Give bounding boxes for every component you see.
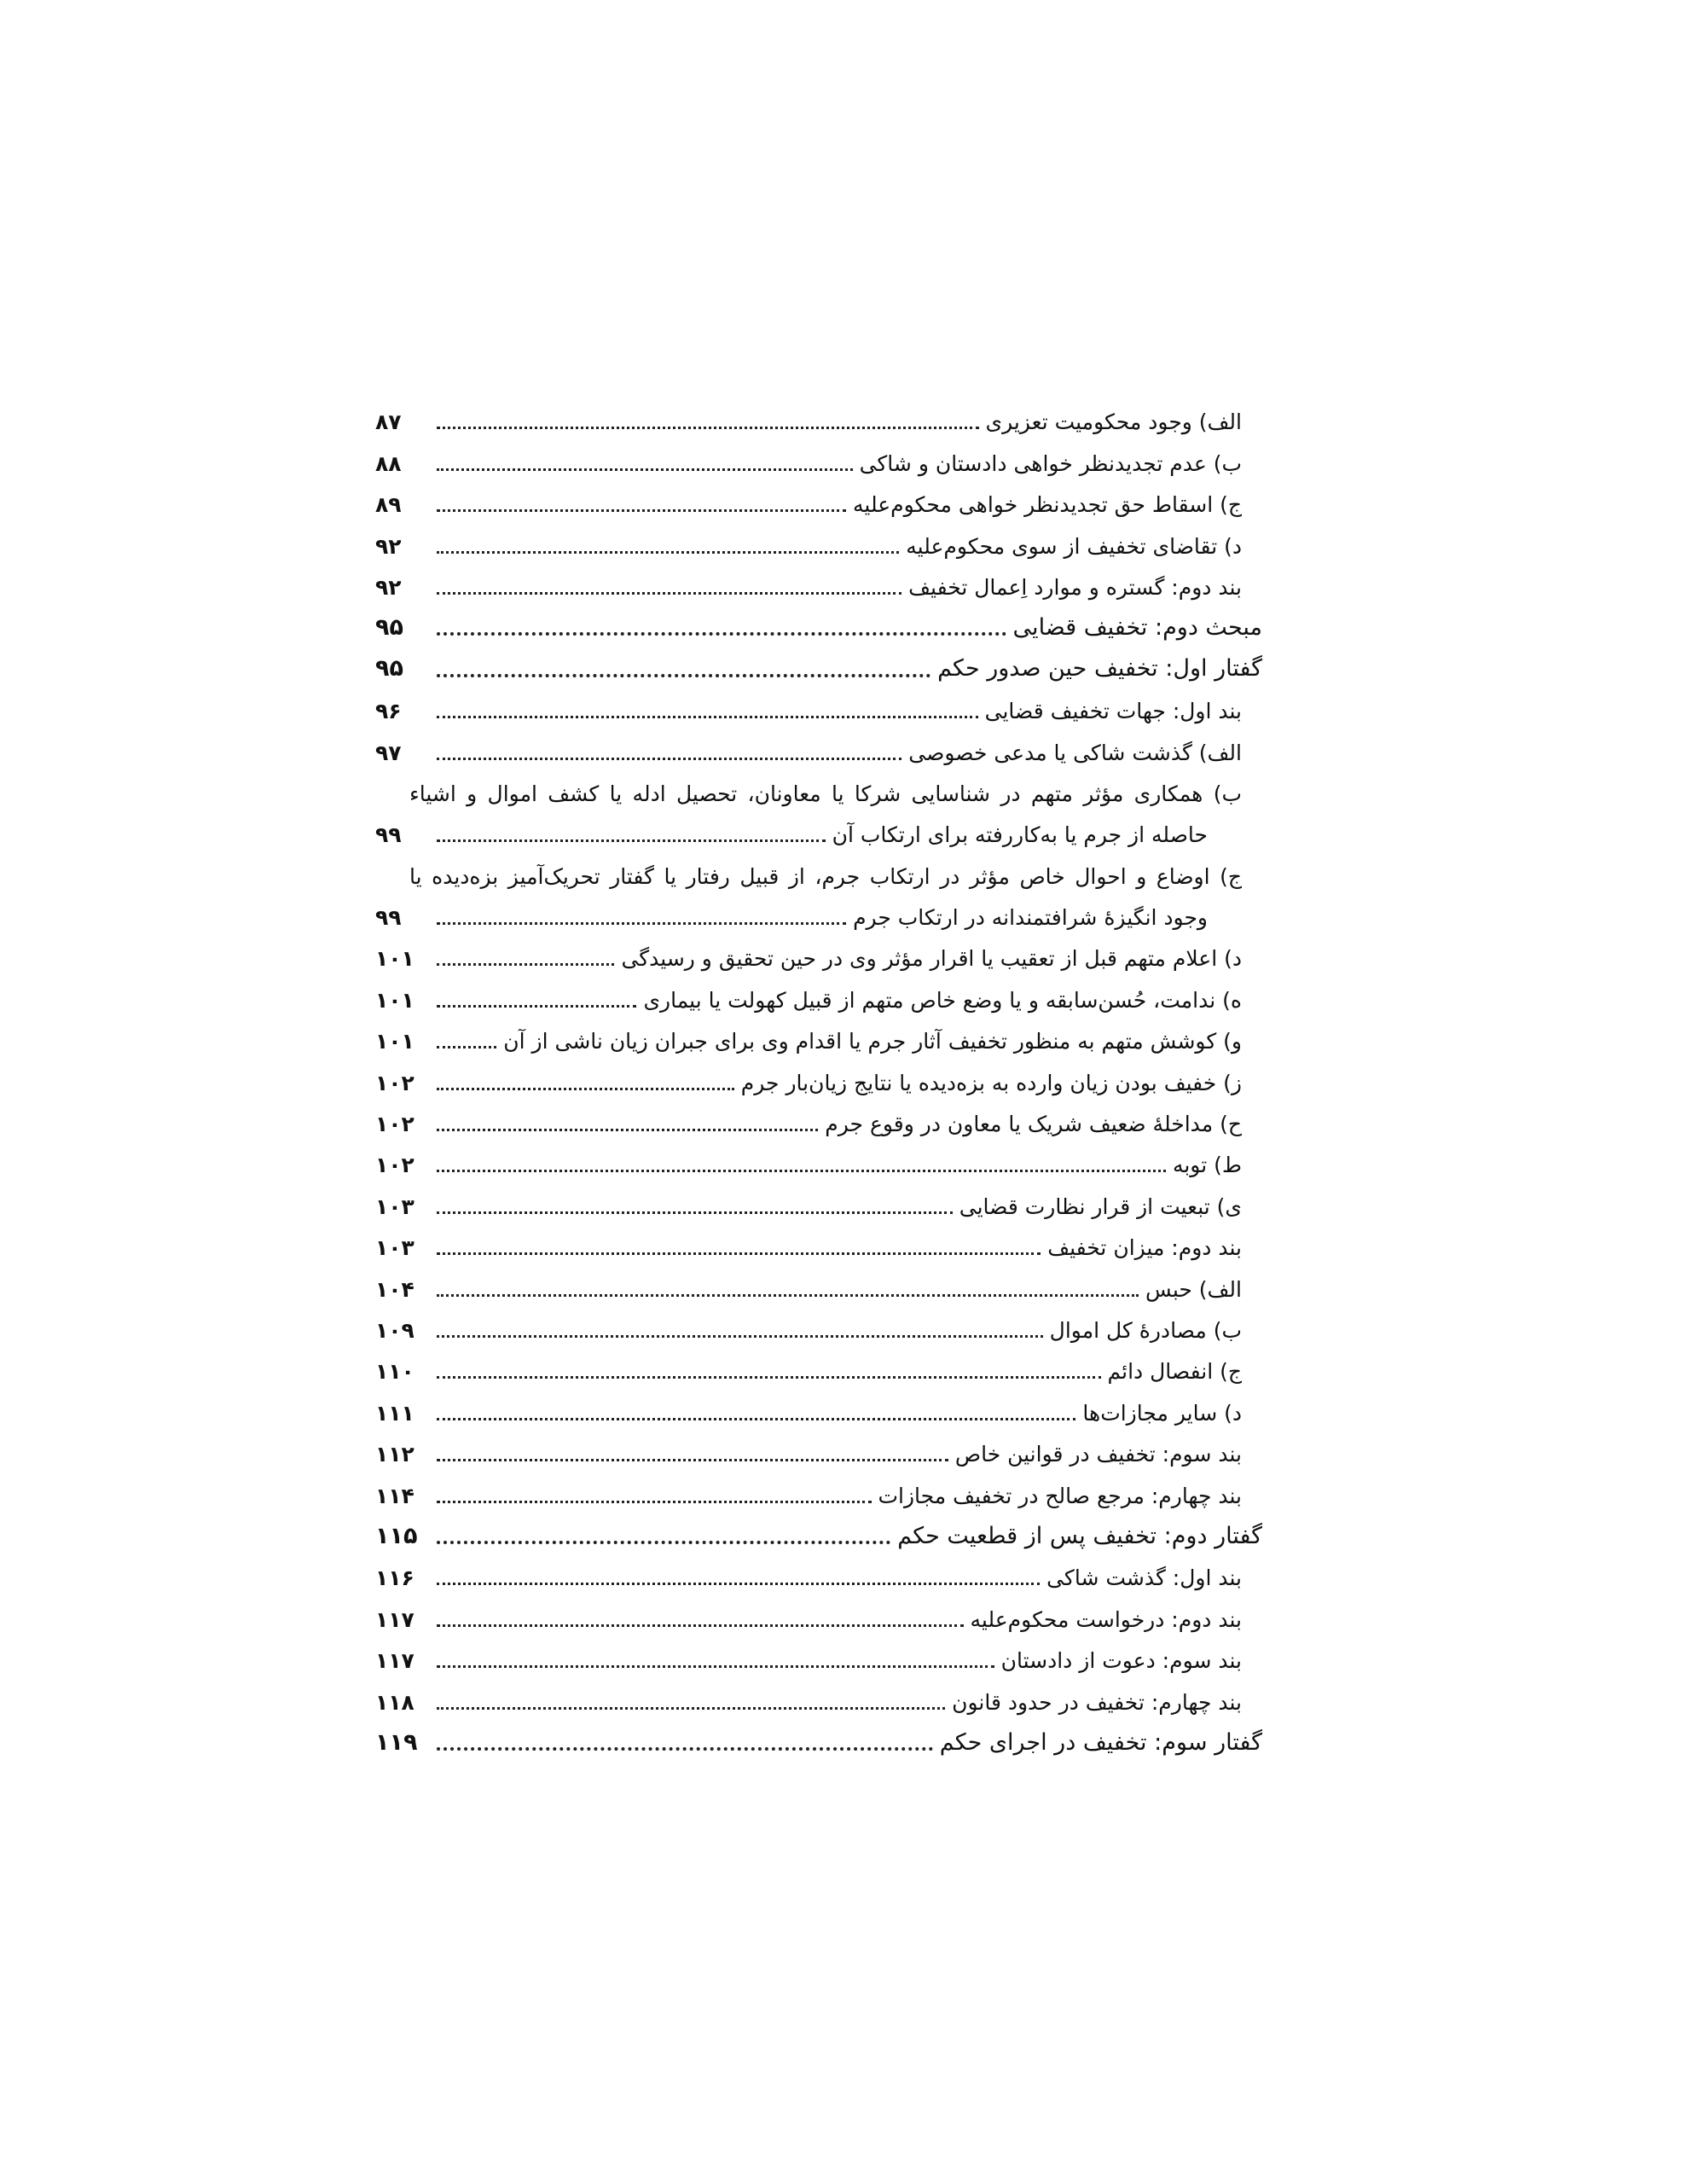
toc-entry-title: بند دوم: میزان تخفیف	[1047, 1235, 1242, 1261]
dot-leader	[437, 1624, 964, 1627]
toc-entry-title: ز) خفیف بودن زیان وارده به بزه‌دیده یا نتایج زیان‌بار جرم	[740, 1070, 1242, 1095]
toc-entry	[375, 1261, 1262, 1302]
dot-leader	[437, 1707, 945, 1710]
toc-entry-page: ۱۰۱	[375, 987, 415, 1013]
toc-entry-page: ۱۰۱	[375, 1029, 415, 1054]
toc-section-heading	[375, 601, 1262, 642]
toc-entry-title: بند سوم: دعوت از دادستان	[1000, 1648, 1242, 1674]
toc-entry-title: گفتار اول: تخفیف حین صدور حکم	[937, 655, 1262, 682]
toc-entry-page: ۱۱۶	[375, 1565, 415, 1591]
toc-entry	[375, 1426, 1262, 1467]
dot-leader	[437, 632, 1006, 636]
toc-entry-continuation	[375, 890, 1262, 931]
dot-leader	[437, 427, 979, 429]
toc-entry-title: مبحث دوم: تخفیف قضایی	[1012, 613, 1262, 641]
toc-entry-title: بند دوم: درخواست محکوم‌علیه	[970, 1606, 1242, 1632]
table-of-contents	[375, 394, 1262, 1757]
toc-entry-page: ۹۵	[375, 655, 403, 682]
toc-entry-title: بند چهارم: تخفیف در حدود قانون	[952, 1689, 1242, 1715]
dot-leader	[437, 1129, 818, 1131]
dot-leader	[437, 551, 899, 554]
toc-entry	[375, 435, 1262, 476]
toc-entry-title: د) تقاضای تخفیف از سوی محکوم‌علیه	[906, 533, 1242, 559]
dot-leader	[437, 963, 614, 966]
toc-entry	[375, 1096, 1262, 1137]
toc-entry	[375, 972, 1262, 1013]
toc-entry-page: ۱۱۷	[375, 1648, 415, 1674]
toc-entry-title: ه) ندامت، حُسن‌سابقه و یا وضع خاص متهم از قبیل کهولت یا بیماری	[643, 987, 1242, 1013]
toc-entry-continuation	[375, 807, 1262, 848]
dot-leader	[437, 922, 846, 925]
toc-entry-title: بند اول: جهات تخفیف قضایی	[984, 699, 1242, 724]
toc-entry	[375, 683, 1262, 724]
toc-entry-page: ۱۱۰	[375, 1359, 415, 1385]
toc-entry-title: وجود انگیزهٔ شرافتمندانه در ارتکاب جرم	[853, 905, 1208, 931]
dot-leader	[437, 1665, 994, 1668]
toc-entry	[375, 1303, 1262, 1344]
dot-leader	[437, 1501, 872, 1503]
toc-entry-page: ۹۵	[375, 613, 403, 641]
dot-leader	[437, 1541, 890, 1544]
toc-entry-page: ۱۰۱	[375, 946, 415, 972]
toc-entry-page: ۱۱۴	[375, 1483, 415, 1508]
toc-entry-page: ۱۱۷	[375, 1606, 415, 1632]
toc-entry	[375, 518, 1262, 559]
toc-entry-page: ۱۰۳	[375, 1194, 415, 1219]
toc-entry	[375, 1054, 1262, 1095]
toc-entry	[375, 560, 1262, 601]
dot-leader	[437, 1170, 1166, 1172]
toc-entry-title: الف) وجود محکومیت تعزیری	[985, 410, 1242, 435]
dot-leader	[437, 716, 978, 718]
toc-entry-page: ۸۹	[375, 492, 402, 518]
toc-entry-page: ۱۰۲	[375, 1112, 415, 1137]
toc-chapter-heading	[375, 1509, 1262, 1550]
toc-entry	[375, 1591, 1262, 1632]
toc-entry-page: ۹۹	[375, 822, 402, 848]
toc-entry-title: ب) همکاری مؤثر متهم در شناسایی شرکا یا معاونان، تحصیل ادله یا کشف اموال و اشیاء	[409, 781, 1242, 806]
dot-leader	[437, 1459, 948, 1461]
toc-entry	[375, 1633, 1262, 1674]
toc-entry-title: بند اول: گذشت شاکی	[1046, 1565, 1242, 1591]
dot-leader	[437, 592, 901, 595]
toc-entry-page: ۱۰۲	[375, 1153, 415, 1178]
dot-leader	[437, 1335, 1043, 1338]
toc-entry	[375, 477, 1262, 518]
dot-leader	[437, 1005, 636, 1008]
toc-entry-page: ۹۶	[375, 699, 402, 724]
toc-entry-page: ۸۸	[375, 450, 402, 476]
toc-entry-title: ج) اسقاط حق تجدیدنظر خواهی محکوم‌علیه	[853, 492, 1242, 518]
toc-entry	[375, 1014, 1262, 1054]
dot-leader	[437, 1294, 1139, 1297]
toc-entry-title: ب) عدم تجدیدنظر خواهی دادستان و شاکی	[859, 450, 1242, 476]
toc-entry-title: ج) اوضاع و احوال خاص مؤثر در ارتکاب جرم، از قبیل رفتار یا گفتار تحریک‌آمیز بزه‌دیده یا	[409, 863, 1242, 889]
toc-entry-page: ۱۰۳	[375, 1235, 415, 1261]
toc-entry	[375, 394, 1262, 435]
toc-entry-page: ۱۰۹	[375, 1317, 415, 1343]
toc-entry-title: ح) مداخلهٔ ضعیف شریک یا معاون در وقوع جرم	[825, 1112, 1242, 1137]
dot-leader	[437, 1583, 1040, 1585]
toc-entry-title: د) اعلام متهم قبل از تعقیب یا اقرار مؤثر وی در حین تحقیق و رسیدگی	[621, 946, 1242, 972]
toc-entry-title: بند دوم: گستره و موارد اِعمال تخفیف	[908, 574, 1242, 600]
toc-entry-page: ۱۱۸	[375, 1689, 415, 1715]
toc-chapter-heading	[375, 1716, 1262, 1757]
toc-entry-title: حاصله از جرم یا به‌کاررفته برای ارتکاب آن	[832, 822, 1208, 848]
toc-entry-title: د) سایر مجازات‌ها	[1082, 1400, 1242, 1426]
toc-entry-title: گفتار دوم: تخفیف پس از قطعیت حکم	[897, 1522, 1262, 1549]
toc-entry-page: ۹۹	[375, 905, 402, 931]
toc-entry-page: ۹۷	[375, 740, 402, 765]
toc-entry	[375, 1385, 1262, 1426]
toc-entry-page: ۱۱۹	[375, 1728, 418, 1756]
dot-leader	[437, 674, 930, 677]
toc-entry-page: ۹۲	[375, 574, 402, 600]
dot-leader	[437, 1418, 1075, 1420]
toc-entry-page: ۸۷	[375, 410, 402, 435]
dot-leader	[437, 1376, 1101, 1379]
toc-entry	[375, 724, 1262, 765]
toc-entry-first-line	[375, 848, 1262, 889]
toc-entry-page: ۱۱۱	[375, 1400, 415, 1426]
toc-entry-title: و) کوشش متهم به منظور تخفیف آثار جرم یا اقدام وی برای جبران زیان ناشی از آن	[503, 1029, 1242, 1054]
toc-entry-page: ۱۱۵	[375, 1522, 418, 1549]
toc-entry	[375, 1178, 1262, 1219]
dot-leader	[437, 758, 901, 760]
toc-entry-title: ی) تبعیت از قرار نظارت قضایی	[959, 1194, 1242, 1219]
toc-entry	[375, 1674, 1262, 1715]
toc-entry	[375, 1550, 1262, 1591]
dot-leader	[437, 1252, 1041, 1255]
dot-leader	[437, 1211, 953, 1214]
dot-leader	[437, 1747, 933, 1751]
dot-leader	[437, 1046, 496, 1048]
toc-entry	[375, 1467, 1262, 1508]
toc-entry-title: بند چهارم: مرجع صالح در تخفیف مجازات	[878, 1483, 1242, 1508]
toc-entry-title: ط) توبه	[1172, 1153, 1242, 1178]
toc-entry-first-line	[375, 766, 1262, 807]
toc-entry	[375, 1344, 1262, 1385]
dot-leader	[437, 1088, 734, 1090]
toc-entry-title: الف) حبس	[1145, 1276, 1242, 1302]
toc-entry	[375, 1220, 1262, 1261]
toc-entry-title: الف) گذشت شاکی یا مدعی خصوصی	[908, 740, 1242, 765]
toc-entry-page: ۱۱۲	[375, 1442, 415, 1467]
toc-entry-title: بند سوم: تخفیف در قوانین خاص	[954, 1442, 1242, 1467]
dot-leader	[437, 468, 853, 471]
toc-entry-title: ب) مصادرهٔ کل اموال	[1049, 1317, 1242, 1343]
toc-entry	[375, 931, 1262, 972]
toc-entry-page: ۱۰۴	[375, 1276, 415, 1302]
toc-entry	[375, 1137, 1262, 1178]
dot-leader	[437, 509, 846, 512]
dot-leader	[437, 839, 826, 842]
toc-entry-title: گفتار سوم: تخفیف در اجرای حکم	[939, 1728, 1262, 1756]
toc-chapter-heading	[375, 642, 1262, 682]
toc-entry-page: ۹۲	[375, 533, 402, 559]
toc-entry-title: ج) انفصال دائم	[1107, 1359, 1242, 1385]
toc-entry-page: ۱۰۲	[375, 1070, 415, 1095]
